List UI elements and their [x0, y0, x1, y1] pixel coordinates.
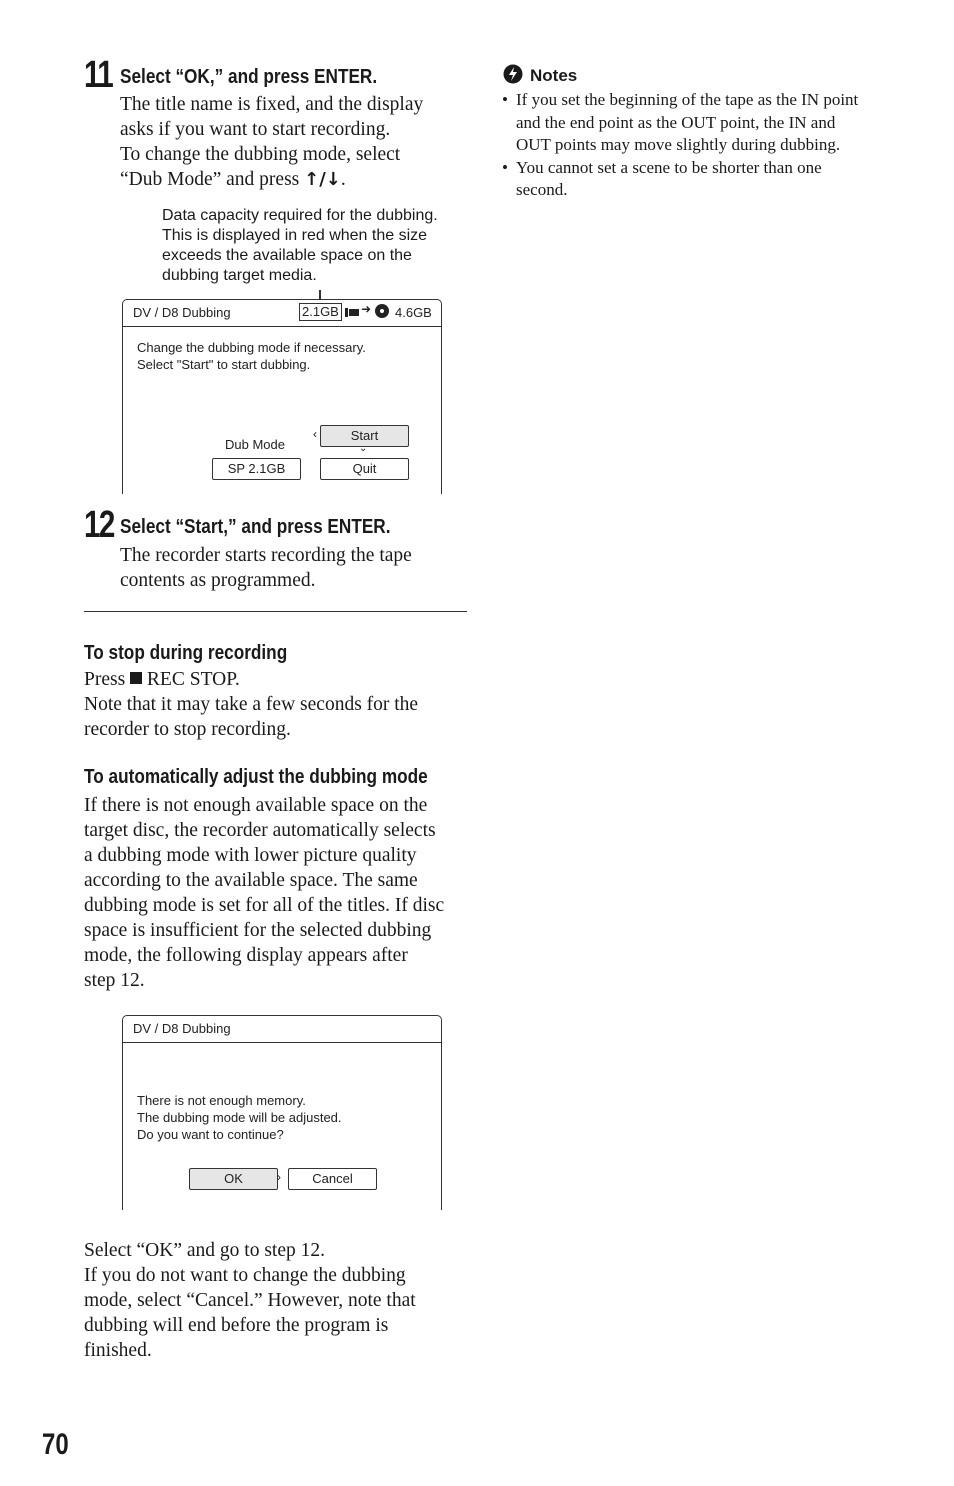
bullet: •	[502, 157, 508, 177]
memory-warning-screen	[122, 1015, 442, 1210]
screen-title-bar	[123, 1016, 441, 1043]
stop-line: Note that it may take a few seconds for the	[84, 694, 419, 715]
callout-line: This is displayed in red when the size	[162, 227, 428, 244]
message-line: There is not enough memory.	[137, 1093, 306, 1108]
step-11-heading: Select “OK,” and press ENTER.	[120, 66, 378, 88]
message-line: Do you want to continue?	[137, 1127, 284, 1142]
after-line: dubbing will end before the program is	[84, 1315, 389, 1336]
step-12-heading: Select “Start,” and press ENTER.	[120, 516, 391, 538]
step-11-line: The title name is fixed, and the display	[120, 94, 424, 115]
cursor-down-icon: ⌄	[359, 443, 368, 454]
note-item: • You cannot set a scene to be shorter than one second.	[502, 157, 822, 199]
auto-line: according to the available space. The same	[84, 870, 418, 891]
tape-icon	[345, 306, 357, 316]
step-12-line: The recorder starts recording the tape	[120, 545, 412, 566]
auto-adjust-body	[84, 793, 474, 993]
after-line: Select “OK” and go to step 12.	[84, 1240, 325, 1261]
screen-title: DV / D8 Dubbing	[133, 305, 231, 320]
step-11-line: To change the dubbing mode, select	[120, 144, 401, 165]
capacity-callout	[162, 206, 482, 286]
cursor-right-icon: ›	[277, 1170, 281, 1184]
disc-icon	[375, 304, 389, 321]
note-item: • If you set the beginning of the tape as the IN point and the end point as the OUT point, the IN and OUT points may move slightly during dubbing.	[502, 90, 859, 154]
step-12-body	[120, 543, 480, 593]
after-line: mode, select “Cancel.” However, note that	[84, 1290, 416, 1311]
screen-title: DV / D8 Dubbing	[133, 1021, 231, 1036]
section-divider	[84, 611, 467, 612]
dub-mode-label: Dub Mode	[225, 437, 285, 452]
arrow-right-icon: ➜	[361, 302, 372, 316]
after-body	[84, 1238, 474, 1363]
disc-capacity: 4.6GB	[395, 305, 432, 320]
callout-line: exceeds the available space on the	[162, 247, 412, 264]
auto-line: space is insufficient for the selected dubbing	[84, 920, 432, 941]
auto-adjust-heading: To automatically adjust the dubbing mode	[84, 766, 428, 788]
message-line: The dubbing mode will be adjusted.	[137, 1110, 342, 1125]
auto-line: step 12.	[84, 970, 145, 991]
quit-button[interactable]: Quit	[320, 458, 409, 480]
auto-line: a dubbing mode with lower picture quality	[84, 845, 417, 866]
message-line: Change the dubbing mode if necessary.	[137, 340, 366, 355]
auto-line: mode, the following display appears after	[84, 945, 408, 966]
screen-title-bar	[123, 300, 441, 327]
page-number: 70	[42, 1428, 69, 1461]
step-number-11: 11	[84, 54, 113, 96]
step-number-12: 12	[84, 504, 114, 546]
start-button[interactable]: Start	[320, 425, 409, 447]
notes-icon	[503, 64, 523, 89]
callout-line: Data capacity required for the dubbing.	[162, 207, 438, 224]
step-11-line: “Dub Mode” and press ↑/↓.	[120, 169, 346, 190]
message-line: Select "Start" to start dubbing.	[137, 357, 311, 372]
ok-button[interactable]: OK	[189, 1168, 278, 1190]
stop-body	[84, 667, 474, 742]
notes-title: Notes	[530, 66, 578, 85]
capacity-value: 2.1GB	[299, 303, 342, 321]
after-line: finished.	[84, 1340, 152, 1361]
stop-square-icon	[130, 672, 142, 684]
stop-line: Press REC STOP.	[84, 669, 240, 690]
after-line: If you do not want to change the dubbing	[84, 1265, 406, 1286]
auto-line: If there is not enough available space on the	[84, 795, 428, 816]
step-11-line: asks if you want to start recording.	[120, 119, 391, 140]
stop-heading: To stop during recording	[84, 642, 288, 664]
screen-message	[137, 1092, 342, 1143]
dub-mode-select[interactable]: SP 2.1GB	[212, 458, 301, 480]
step-11-body	[120, 92, 480, 192]
callout-line: dubbing target media.	[162, 267, 317, 284]
auto-line: dubbing mode is set for all of the titles. If disc	[84, 895, 445, 916]
step-12-line: contents as programmed.	[120, 570, 316, 591]
bullet: •	[502, 90, 508, 109]
stop-line: recorder to stop recording.	[84, 719, 291, 740]
dubbing-screen	[122, 299, 442, 494]
up-down-arrows-icon: ↑/↓	[304, 169, 341, 190]
notes-list	[502, 89, 902, 202]
cursor-left-icon: ‹	[313, 427, 317, 441]
auto-line: target disc, the recorder automatically selects	[84, 820, 436, 841]
cancel-button[interactable]: Cancel	[288, 1168, 377, 1190]
screen-message	[137, 339, 366, 373]
